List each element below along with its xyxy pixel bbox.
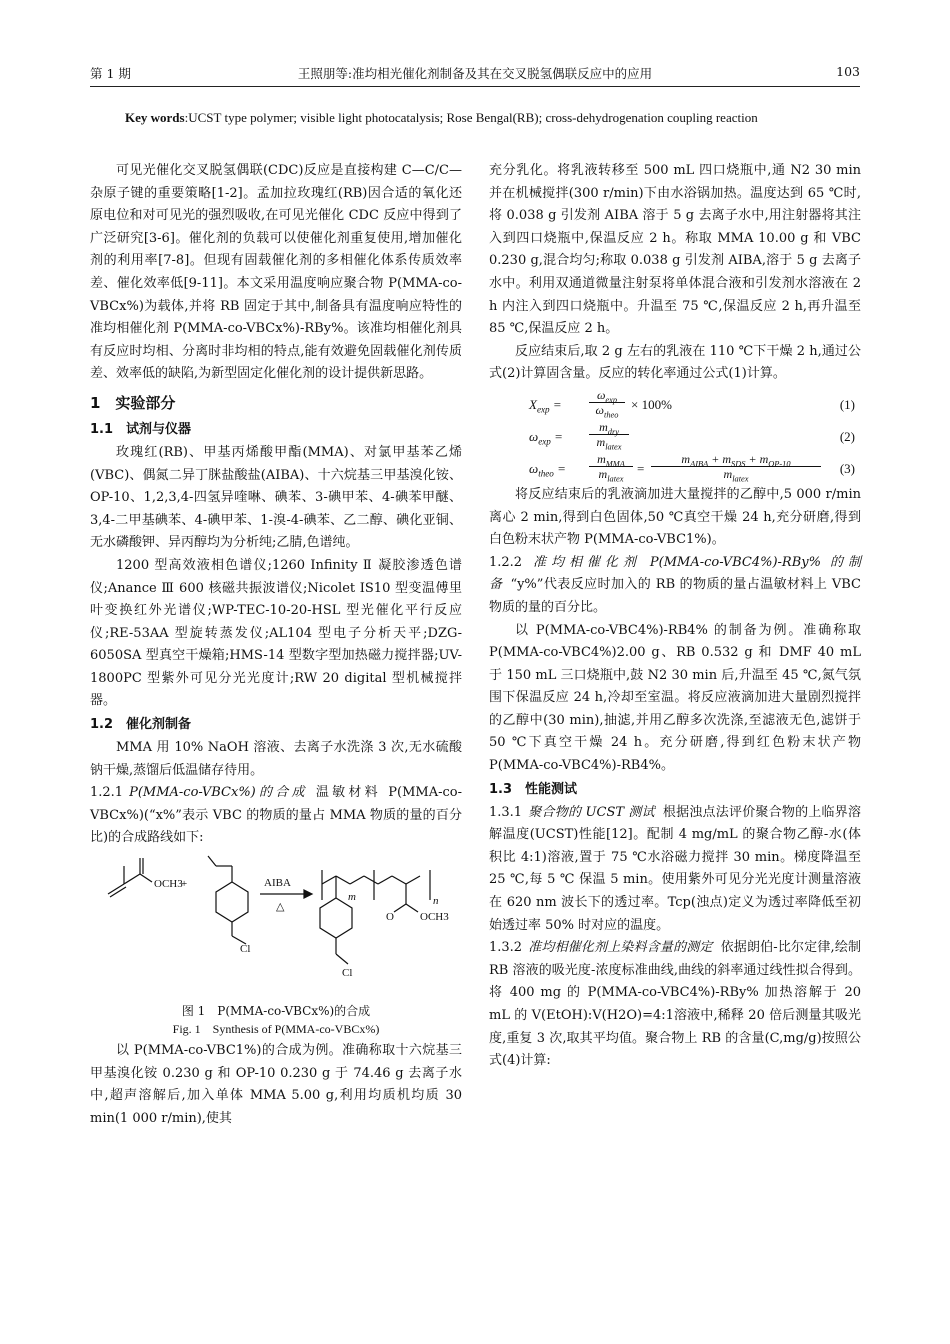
synthesis-scheme-svg — [90, 854, 462, 1004]
continued-paragraph: 充分乳化。将乳液转移至 500 mL 四口烧瓶中,通 N2 30 min 并在机械搅拌(300 r/min)下由水浴锅加热。温度达到 65 ℃时,将 0.038 g 引发剂 AIBA 溶于 5 g 去离子水中,用注射器将其注入到四口烧瓶中,保温反应 2 h。称取 MMA 10.00 g 和 VBC 0.230 g,混合均匀;称取 0.038 g 引发剂 AIBA,溶于 5 g 去离子水中。利用双通道微量注射泵将单体混合液和引发剂水溶液在 2 h 内注入到四口烧瓶中。升温至 75 ℃,保温反应 2 h,再升温至 85 ℃,保温反应 2 h。 — [489, 163, 861, 337]
left-column — [90, 160, 462, 1130]
keywords-text: :UCST type polymer; visible light photocatalysis; Rose Bengal(RB); cross-dehydrogenation coupling reaction — [184, 110, 758, 125]
after-reaction-paragraph: 反应结束后,取 2 g 左右的乳液在 110 ℃下干燥 2 h,通过公式(2)计算固含量。反应的转化率通过公式(1)计算。 — [489, 343, 861, 382]
keywords-label: Key words — [125, 110, 185, 125]
figure-caption-en: Fig. 1 Synthesis of P(MMA-co-VBCx%) — [172, 1022, 380, 1037]
equation-2: $\omega_{exp}$ = $m_{dry}$ $m_{latex}$ (2) — [529, 419, 855, 452]
eq1-number: (1) — [839, 396, 855, 412]
prep-paragraph: MMA 用 10% NaOH 溶液、去离子水洗涤 3 次,无水硫酸钠干燥,蒸馏后低温储存待用。 — [90, 740, 462, 778]
eq3-fraction-1 — [589, 451, 633, 484]
eq3-den-sub: latex — [607, 474, 624, 484]
eq3-num2-sub: AIBA — [690, 459, 709, 469]
eq1-num: ω — [596, 387, 606, 402]
synthesis-example-paragraph: 以 P(MMA-co-VBC1%)的合成为例。准确称取十六烷基三甲基溴化铵 0.230 g 和 OP-10 0.230 g 于 74.46 g 去离子水中,超声溶解后,加入单体 MMA 5.00 g,利用均质机均质 30 min(1 000 r/min),使其 — [90, 1043, 462, 1126]
scheme-o-a: O — [386, 911, 394, 924]
eq1-num-sub: exp — [605, 395, 618, 405]
section-1-3-2-number: 1.3.2 — [489, 940, 523, 956]
header-rule — [90, 86, 860, 87]
eq1-fraction — [589, 387, 625, 420]
figure-caption-cn: 图 1 P(MMA-co-VBCx%)的合成 — [181, 1004, 371, 1019]
eq3-den2-sub: latex — [732, 474, 749, 484]
eq2-fraction — [589, 419, 629, 452]
eq3-lhs: ω — [529, 460, 539, 476]
section-1-3-2-text: 依据朗伯-比尔定律,绘制 RB 溶液的吸光度-浓度标准曲线,曲线的斜率通过线性拟合得到。将 400 mg 的 P(MMA-co-VBC4%)-RBy% 加热溶解于 20 mL 的 V(EtOH):V(H2O)=4:1溶液中,稀释 20 倍后测量其吸光度,重复 3 次,取其平均值。聚合物上 RB 的含量(C,mg/g)按照公式(4)计算: — [489, 940, 861, 1069]
section-1-2-1-number: 1.2.1 — [90, 785, 124, 801]
eq3-num-sub: MMA — [605, 459, 625, 469]
section-1-2-1-title: P(MMA-co-VBCx%)的合成 — [129, 785, 308, 801]
eq1-lhs: X — [529, 396, 537, 412]
section-1-3-2-title: 准均相催化剂上染料含量的测定 — [528, 940, 713, 956]
section-1-2-2-number: 1.2.2 — [489, 554, 523, 570]
scheme-och3-b: OCH3 — [420, 911, 449, 924]
section-1-2-1 — [90, 782, 462, 850]
section-1-2-2-title: 准均相催化剂 P(MMA-co-VBC4%)-RBy% 的制备 — [489, 554, 861, 593]
intro-paragraph: 可见光催化交叉脱氢偶联(CDC)反应是直接构建 C—C/C— 杂原子键的重要策略[1-2]。孟加拉玫瑰红(RB)因合适的氧化还原电位和对可见光的强烈吸收,在可见光催化 CDC 反应中得到了广泛研究[3-6]。催化剂的负载可以使催化剂重复使用,增加催化剂的利用率[7-8]。但现有固载催化剂的多相催化体系传质效率差、催化效率低[9-11]。本文采用温度响应聚合物 P(MMA-co-VBCx%)为载体,并将 RB 固定于其中,制备具有温度响应特性的准均相催化剂 P(MMA-co-VBCx%)-RBy%。该准均相催化剂具有反应时均相、分离时非均相的特点,能有效避免固载催化剂传质差、效率低的缺陷,为新型固定化催化剂的设计提供新思路。 — [90, 163, 462, 382]
eq1-lhs-sub: exp — [536, 404, 550, 415]
eq3-num2: m — [681, 451, 691, 466]
section-1-2-2 — [489, 552, 861, 620]
section-1-1-heading: 1.1 试剂与仪器 — [90, 421, 192, 437]
eq3-num2-c-sub: OP-10 — [768, 459, 791, 469]
section-1-3-1-text: 根据浊点法评价聚合物的上临界溶解温度(UCST)性能[12]。配制 4 mg/mL 的聚合物乙醇-水(体积比 4:1)溶液,置于 75 ℃水浴磁力搅拌 30 min。梯度降温至 25 ℃,每 5 ℃ 保温 5 min。使用紫外可见分光光度计测量溶液在 620 nm 波长下的透过率。Tcp(浊点)定义为透过率降低至初始透过率 50% 时对应的温度。 — [489, 804, 861, 933]
issue-number: 第 1 期 — [90, 66, 131, 81]
scheme-m: m — [348, 891, 356, 904]
keywords-block — [125, 106, 825, 129]
equation-1: $X_{exp}$ = $\omega_{exp}$ $\omega_{theo}$ × 100% (1) — [529, 387, 855, 420]
eq2-den-sub: latex — [605, 442, 622, 452]
section-1-3-1-number: 1.3.1 — [489, 804, 523, 820]
scheme-cl-a: Cl — [240, 943, 251, 956]
eq1-den-sub: theo — [604, 410, 619, 420]
section-1-2-heading: 1.2 催化剂制备 — [90, 717, 192, 733]
scheme-condition: △ — [276, 901, 285, 914]
eq2-den: m — [596, 434, 606, 449]
synthesis-scheme-figure — [90, 854, 462, 1040]
eq3-num: m — [597, 451, 606, 466]
eq1-den: ω — [595, 402, 605, 417]
eq2-num: m — [599, 419, 608, 434]
scheme-reagent: AIBA — [264, 877, 291, 890]
scheme-cl-b: Cl — [342, 967, 353, 980]
instruments-paragraph: 1200 型高效液相色谱仪;1260 Infinity Ⅱ 凝胶渗透色谱仪;Anance Ⅲ 600 核磁共振波谱仪;Nicolet IS10 型变温傅里叶变换红外光谱仪;WP-TEC-10-20-HSL 型光催化平行反应仪;RE-53AA 型旋转蒸发仪;AL104 型电子分析天平;DZG-6050SA 型真空干燥箱;HMS-14 型数字型加热磁力搅拌器;UV-1800PC 型紫外可见分光光度计;RW 20 digital 型机械搅拌器。 — [90, 557, 462, 709]
section-1-3-heading: 1.3 性能测试 — [489, 781, 578, 797]
section-1-3-1 — [489, 802, 861, 938]
eq3-num2-c: m — [759, 451, 769, 466]
eq2-num-sub: dry — [607, 427, 619, 437]
section-1-2-1-text: 温敏材料 P(MMA-co-VBCx%)(“x%”表示 VBC 的物质的量占 MMA 物质的量的百分比)的合成路线如下: — [90, 785, 462, 846]
eq3-den: m — [598, 466, 608, 481]
running-title: 王照朋等:准均相光催化剂制备及其在交叉脱氢偶联反应中的应用 — [297, 66, 653, 81]
section-1-heading: 1 实验部分 — [90, 393, 176, 412]
eq2-number: (2) — [839, 428, 855, 444]
eq2-lhs: ω — [529, 428, 539, 444]
section-1-3-2 — [489, 937, 861, 1073]
post-processing-paragraph: 将反应结束后的乳液滴加进大量搅拌的乙醇中,5 000 r/min 离心 2 min,得到白色固体,50 ℃真空干燥 24 h,充分研磨,得到白色粉末状产物 P(MMA-co-VBC1%)。 — [489, 486, 861, 548]
eq3-number: (3) — [839, 460, 855, 476]
section-1-3-1-title: 聚合物的 UCST 测试 — [528, 804, 655, 820]
scheme-plus: + — [181, 878, 188, 891]
equation-3: $\omega_{theo}$ = $m_{MMA}$ $m_{latex}$ = $m_{AIBA} + m_{SDS} + m_{OP-10}$ $m_{latex}$ (3) — [529, 451, 855, 484]
right-column — [489, 160, 861, 1073]
eq3-equals: = — [637, 460, 645, 476]
eq3-num2-b-sub: SDS — [731, 459, 746, 469]
page-number: 103 — [836, 64, 860, 79]
eq3-lhs-sub: theo — [538, 468, 554, 479]
eq3-num2-b: m — [722, 451, 732, 466]
running-header — [90, 64, 860, 86]
eq3-fraction-2: $m_{AIBA} + m_{SDS} + m_{OP-10}$ $m_{latex}$ — [651, 452, 821, 481]
eq2-lhs-sub: exp — [538, 436, 551, 447]
scheme-n: n — [433, 895, 439, 908]
reagents-paragraph: 玫瑰红(RB)、甲基丙烯酸甲酯(MMA)、对氯甲基苯乙烯(VBC)、偶氮二异丁脒盐酸盐(AIBA)、十六烷基三甲基溴化铵、OP-10、1,2,3,4-四氢异喹啉、碘苯、3-碘甲苯、4-碘苯甲醚、3,4-二甲基碘苯、4-碘甲苯、1-溴-4-碘苯、乙二醇、碘化亚铜、无水磷酸钾、异丙醇均为分析纯;乙腈,色谱纯。 — [90, 444, 462, 551]
scheme-och3-a: OCH3 — [154, 878, 183, 891]
catalyst-prep-paragraph: 以 P(MMA-co-VBC4%)-RB4% 的制备为例。准确称取 P(MMA-co-VBC4%)2.00 g、RB 0.532 g 和 DMF 40 mL 于 150 mL 三口烧瓶中,鼓 N2 30 min 后,升温至 45 ℃,氮气氛围下保温反应 24 h,冷却至室温。将反应液滴加进大量剧烈搅拌的乙醇中(30 min),抽滤,并用乙醇多次洗涤,至滤液无色,滤饼于 50 ℃下真空干燥 24 h。充分研磨,得到红色粉末状产物 P(MMA-co-VBC4%)-RB4%。 — [489, 622, 861, 774]
eq3-den2: m — [723, 466, 733, 481]
eq1-rest: × 100% — [631, 396, 672, 412]
section-1-2-2-text: “y%”代表反应时加入的 RB 的物质的量占温敏材料上 VBC 物质的量的百分比。 — [489, 577, 861, 615]
